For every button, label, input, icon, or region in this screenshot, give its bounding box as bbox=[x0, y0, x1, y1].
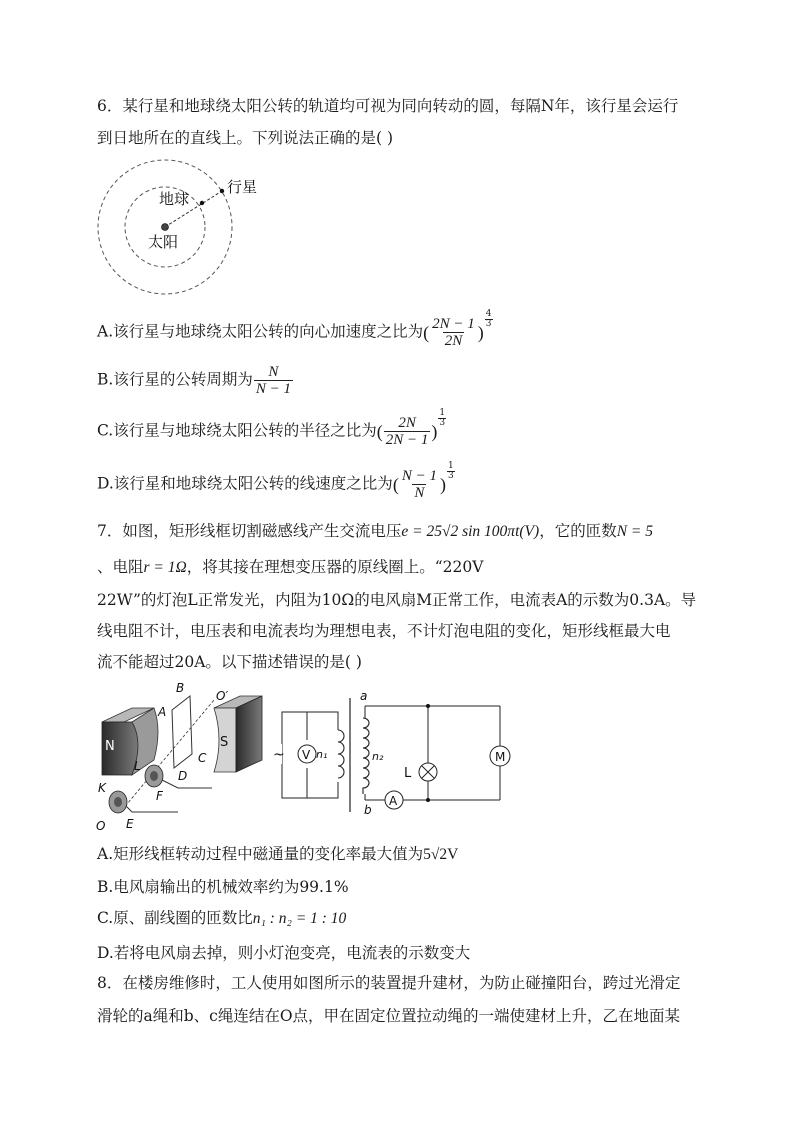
slip-ring-2-hole bbox=[114, 797, 122, 807]
q6-option-a: A.该行星与地球绕太阳公转的向心加速度之比为( $\frac{2N - 1}{2N}$ ) $\frac{4}{3}$ bbox=[97, 309, 492, 349]
label-b: B bbox=[176, 681, 185, 695]
q6-option-d-den: N bbox=[414, 485, 425, 501]
q7-option-a-text: A.矩形线框转动过程中磁通量的变化率最大值为 bbox=[97, 845, 424, 863]
q7-voltage-eq: e = 25√2 sin 100πt(V) bbox=[401, 523, 540, 540]
q6-option-d: D.该行星和地球绕太阳公转的线速度之比为( $\frac{N - 1}{N}$ ) $\frac{1}{3}$ bbox=[97, 461, 454, 501]
q7-option-a bbox=[97, 842, 458, 867]
q6-line-2: 到日地所在的直线上。下列说法正确的是( ) bbox=[97, 129, 394, 147]
q6-option-c-exp-den: 3 bbox=[439, 418, 446, 428]
q6-option-a-num: 2N − 1 bbox=[432, 316, 475, 332]
q7-option-a-value: 5√2V bbox=[423, 846, 459, 863]
q6-option-b-text: B.该行星的公转周期为 bbox=[97, 370, 253, 389]
q8-line-1: 8．在楼房维修时，工人使用如图所示的装置提升建材，为防止碰撞阳台，跨过光滑定 bbox=[97, 974, 681, 992]
s-magnet-side bbox=[236, 696, 262, 772]
terminal-b-label: b bbox=[364, 803, 372, 817]
q6-option-a-exp-den: 3 bbox=[485, 319, 492, 329]
label-f: F bbox=[156, 789, 163, 803]
orbit-figure bbox=[94, 170, 264, 310]
brush-2 bbox=[126, 806, 178, 812]
slip-ring-1-hole bbox=[150, 771, 158, 781]
terminal-a-label: a bbox=[360, 689, 368, 703]
node-top bbox=[426, 704, 430, 708]
voltmeter-label: V bbox=[302, 748, 311, 762]
q7-line-4: 线电阻不计，电压表和电流表均为理想电表，不计灯泡电阻的变化，矩形线框最大电 bbox=[97, 622, 671, 640]
q6-option-d-text: D.该行星和地球绕太阳公转的线速度之比为 bbox=[97, 474, 393, 493]
q8-line-2: 滑轮的a绳和b、c绳连结在O点，甲在固定位置拉动绳的一端使建材上升，乙在地面某 bbox=[97, 1007, 681, 1025]
node-bottom bbox=[426, 798, 430, 802]
planet-label: 行星 bbox=[227, 178, 258, 196]
q6-option-c-exp-num: 1 bbox=[439, 408, 446, 418]
s-pole-label: S bbox=[220, 735, 229, 750]
q6-option-a-exp-num: 4 bbox=[485, 309, 492, 319]
q6-option-a-den: 2N bbox=[444, 333, 463, 349]
q7-line-5: 流不能超过20A。以下描述错误的是( ) bbox=[97, 653, 362, 671]
q7-resistance: r = 1Ω bbox=[143, 559, 187, 576]
q7-option-c-text: C.原、副线圈的匝数比 bbox=[97, 909, 253, 927]
q6-option-d-exp-num: 1 bbox=[447, 461, 454, 471]
q6-option-c: C.该行星与地球绕太阳公转的半径之比为( $\frac{2N}{2N - 1}$ ) $\frac{1}{3}$ bbox=[97, 408, 446, 448]
q6-option-a-text: A.该行星与地球绕太阳公转的向心加速度之比为 bbox=[97, 322, 424, 341]
q6-option-c-den: 2N − 1 bbox=[385, 432, 429, 448]
coil-frame bbox=[172, 696, 192, 768]
label-o: O bbox=[96, 819, 106, 833]
n1-label: n₁ bbox=[316, 748, 328, 761]
q6-option-c-num: 2N bbox=[398, 415, 416, 431]
q6-option-b bbox=[97, 364, 294, 397]
generator-figure bbox=[92, 680, 272, 835]
q7-line-2 bbox=[97, 557, 483, 578]
transformer-circuit bbox=[273, 688, 506, 818]
q7-turns: N = 5 bbox=[616, 523, 654, 540]
label-d: D bbox=[178, 769, 188, 783]
label-k: K bbox=[98, 781, 106, 795]
q7-line-1-a: 7．如图，矩形线框切割磁感线产生交流电压 bbox=[97, 522, 402, 540]
n-pole-label: N bbox=[105, 739, 115, 754]
q6-option-b-num: N bbox=[268, 364, 279, 380]
label-e: E bbox=[126, 817, 134, 831]
q6-option-d-exp-den: 3 bbox=[447, 471, 454, 481]
q7-line-2-a: 、电阻 bbox=[97, 558, 144, 576]
q7-line-1 bbox=[97, 521, 653, 542]
q6-line-1: 6．某行星和地球绕太阳公转的轨道均可视为同向转动的圆，每隔N年，该行星会运行 bbox=[97, 97, 679, 115]
q7-option-c-value: n₁ : n₂ = 1 : 10 bbox=[252, 910, 347, 927]
q6-option-b-den: N − 1 bbox=[255, 381, 291, 397]
n2-label: n₂ bbox=[372, 750, 384, 763]
ammeter-label: A bbox=[389, 794, 398, 808]
q7-option-b: B.电风扇输出的机械效率约为99.1% bbox=[97, 878, 349, 896]
sun-icon bbox=[162, 224, 169, 231]
q7-line-2-b: ，将其接在理想变压器的原线圈上。“220V bbox=[186, 558, 484, 576]
label-l: L bbox=[134, 759, 141, 773]
ac-source-icon: ~ bbox=[273, 747, 285, 763]
label-o-prime: O′ bbox=[216, 689, 229, 703]
sun-label: 太阳 bbox=[148, 233, 179, 251]
earth-label: 地球 bbox=[159, 190, 190, 208]
motor-label: M bbox=[495, 750, 506, 764]
planet-dot bbox=[220, 189, 224, 193]
q7-line-3: 22W”的灯泡L正常发光，内阻为10Ω的电风扇M正常工作，电流表A的示数为0.3A。导 bbox=[97, 591, 697, 609]
label-a: A bbox=[158, 705, 167, 719]
earth-dot bbox=[200, 201, 204, 205]
lamp-label: L bbox=[404, 766, 412, 781]
q6-option-c-text: C.该行星与地球绕太阳公转的半径之比为 bbox=[97, 421, 377, 440]
q7-option-d: D.若将电风扇去掉，则小灯泡变亮，电流表的示数变大 bbox=[97, 944, 471, 962]
q6-option-d-num: N − 1 bbox=[401, 468, 437, 484]
label-c: C bbox=[198, 751, 207, 765]
q7-line-1-b: ，它的匝数 bbox=[539, 522, 617, 540]
q7-option-c bbox=[97, 908, 346, 929]
